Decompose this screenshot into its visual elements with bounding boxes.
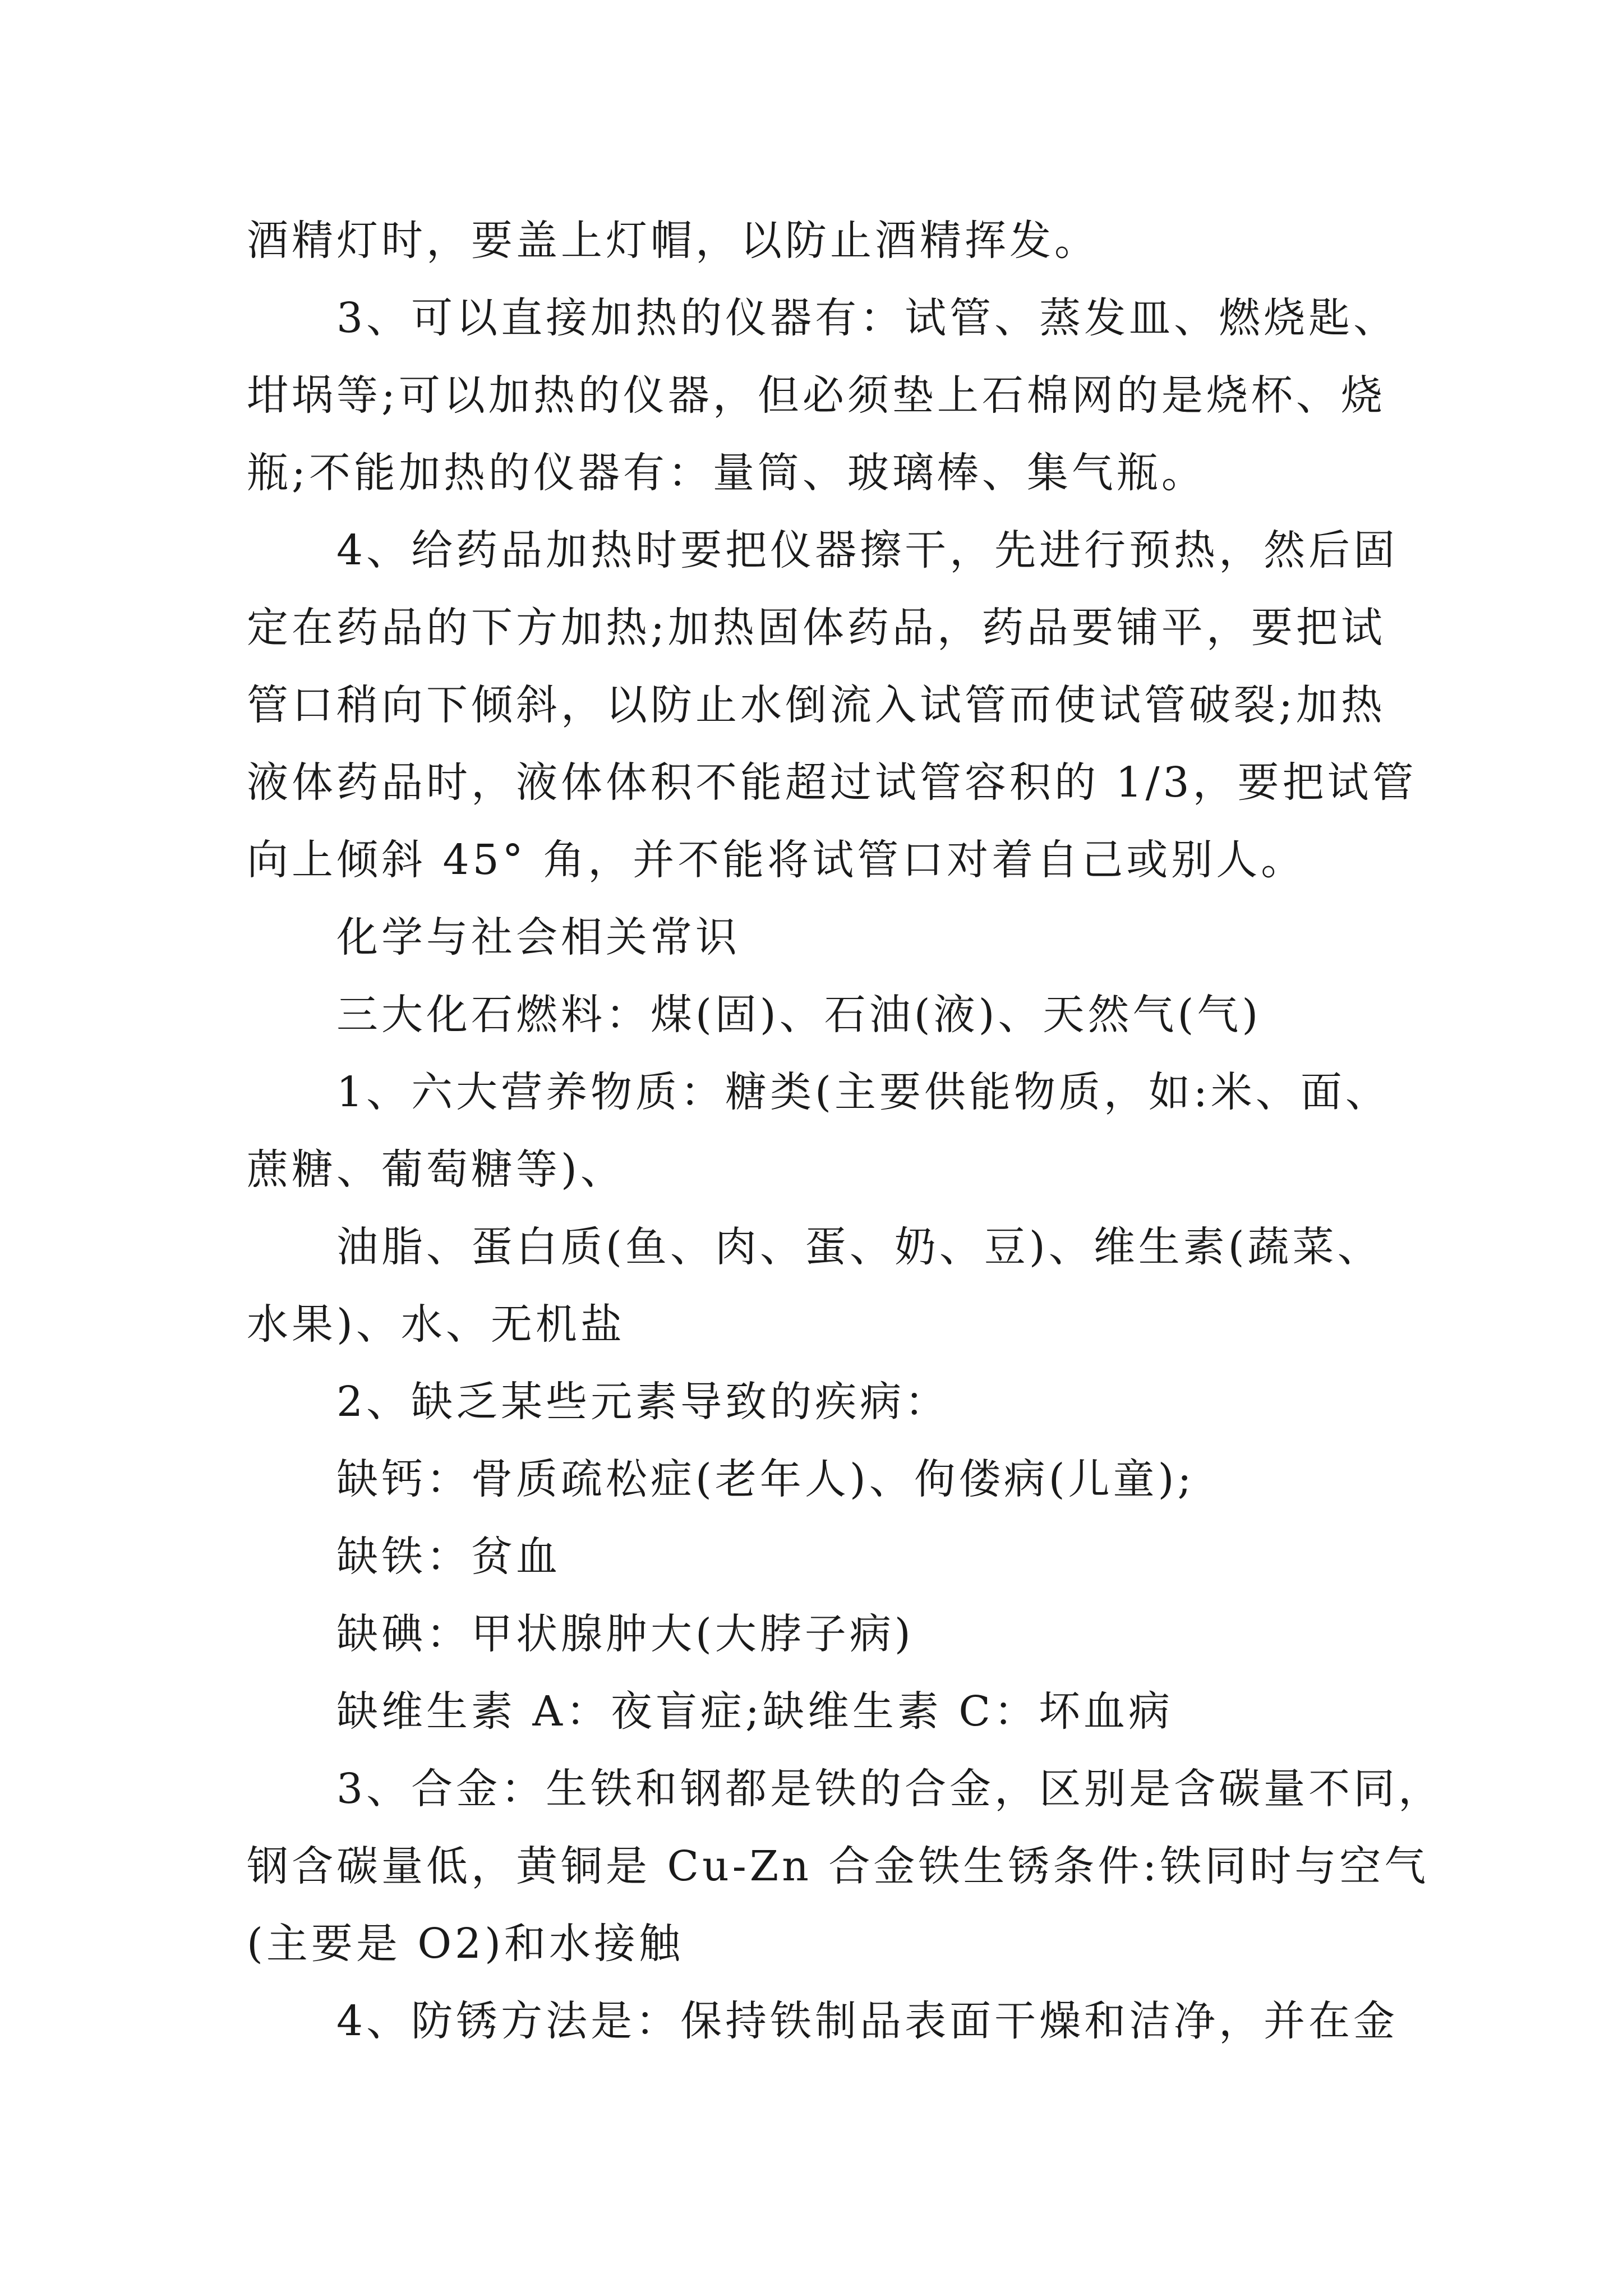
text-line: 钢含碳量低，黄铜是 Cu-Zn 合金铁生锈条件:铁同时与空气 <box>247 1842 1430 1890</box>
section-heading: 化学与社会相关常识 <box>336 913 740 961</box>
text-line: 缺维生素 A：夜盲症;缺维生素 C：坏血病 <box>336 1687 1174 1736</box>
text-line: 定在药品的下方加热;加热固体药品，药品要铺平，要把试 <box>247 604 1386 652</box>
document-page <box>247 202 1444 2060</box>
text-line: (主要是 O2)和水接触 <box>247 1920 684 1968</box>
text-line: 坩埚等;可以加热的仪器，但必须垫上石棉网的是烧杯、烧 <box>247 371 1386 420</box>
text-line: 三大化石燃料：煤(固)、石油(液)、天然气(气) <box>336 991 1262 1039</box>
text-line: 向上倾斜 45° 角，并不能将试管口对着自己或别人。 <box>247 836 1306 884</box>
text-line: 3、合金：生铁和钢都是铁的合金，区别是含碳量不同， <box>336 1765 1444 1813</box>
text-line: 缺钙：骨质疏松症(老年人)、佝偻病(儿童); <box>336 1455 1195 1503</box>
text-line: 1、六大营养物质：糖类(主要供能物质，如:米、面、 <box>336 1068 1390 1116</box>
text-line: 油脂、蛋白质(鱼、肉、蛋、奶、豆)、维生素(蔬菜、 <box>336 1223 1382 1271</box>
text-line: 瓶;不能加热的仪器有：量筒、玻璃棒、集气瓶。 <box>247 449 1206 497</box>
text-line: 缺铁：贫血 <box>336 1533 561 1581</box>
text-line: 3、可以直接加热的仪器有：试管、蒸发皿、燃烧匙、 <box>336 294 1399 342</box>
text-line: 2、缺乏某些元素导致的疾病： <box>336 1378 950 1426</box>
text-line: 酒精灯时，要盖上灯帽，以防止酒精挥发。 <box>247 217 1099 265</box>
text-line: 蔗糖、葡萄糖等)、 <box>247 1145 625 1194</box>
text-line: 缺碘：甲状腺肿大(大脖子病) <box>336 1610 914 1658</box>
text-line: 管口稍向下倾斜，以防止水倒流入试管而使试管破裂;加热 <box>247 681 1386 729</box>
text-line: 液体药品时，液体体积不能超过试管容积的 1/3，要把试管 <box>247 758 1417 807</box>
text-line: 4、给药品加热时要把仪器擦干，先进行预热，然后固 <box>336 526 1399 574</box>
text-line: 水果)、水、无机盐 <box>247 1300 625 1349</box>
text-line: 4、防锈方法是：保持铁制品表面干燥和洁净，并在金 <box>336 1997 1399 2045</box>
